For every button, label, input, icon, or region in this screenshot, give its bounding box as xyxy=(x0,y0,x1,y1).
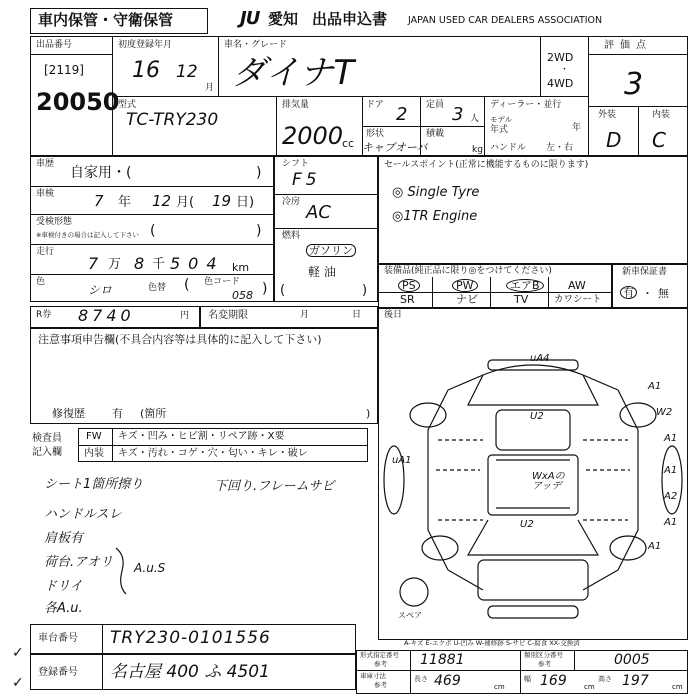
name-change-month: 月 xyxy=(300,310,310,320)
diagram-mark-2: A1 xyxy=(648,381,662,392)
registration-month: 12 xyxy=(176,62,198,82)
plate-check-icon: ✓ xyxy=(12,645,24,661)
warranty-dot: ・ xyxy=(642,287,653,300)
model-value: TC-TRY230 xyxy=(126,110,219,130)
checker-int-label: 内装 xyxy=(84,448,104,459)
handnote-line-6: 各A.u. xyxy=(44,601,83,616)
receipt-open: ( xyxy=(150,223,156,239)
handnote-bracket-icon xyxy=(112,546,132,596)
diagram-mark-6: A1 xyxy=(664,433,678,444)
mileage-sen-unit: 千 xyxy=(152,257,166,272)
length-cm: cm xyxy=(494,683,505,691)
car-name-label: 車名・グレード xyxy=(224,40,288,50)
length-label: 長さ xyxy=(414,675,428,683)
repair-value: 有 xyxy=(112,407,123,420)
checker-fw-items: キズ・凹み・ヒビ割・リペア跡・X要 xyxy=(118,431,285,442)
doors-value: 2 xyxy=(396,104,408,125)
color-code-value: 058 xyxy=(232,289,253,302)
equip-tv: TV xyxy=(514,293,529,306)
handnote-line-3: 肩板有 xyxy=(44,531,84,546)
model-cert-label: 形式指定番号 xyxy=(360,651,399,659)
drive-4wd: 4WD xyxy=(547,77,574,90)
diagram-mark-5: A2 xyxy=(664,491,678,502)
warranty-no: 無 xyxy=(658,287,669,300)
repair-close: ) xyxy=(366,407,371,420)
aircon-value: AC xyxy=(306,202,331,223)
model-year-label2: 年式 xyxy=(490,125,509,135)
checker-fw-label: FW xyxy=(86,431,102,442)
handnote-line-5: ドリイ xyxy=(44,579,83,594)
warranty-label: 新車保証書 xyxy=(622,267,668,277)
notes-label: 注意事項申告欄(不具合内容等は具体的に記入して下さい) xyxy=(38,333,322,346)
equip-ps: PS xyxy=(398,279,420,292)
fuel-close: ) xyxy=(362,283,368,298)
logo-region: 愛知 xyxy=(268,10,299,28)
name-change-day: 日 xyxy=(352,310,362,320)
handle-options: 左・右 xyxy=(546,143,574,153)
diagram-mark-11: A1 xyxy=(664,517,678,528)
receipt-note: ※車検付きの場合は記入して下さい xyxy=(36,231,139,239)
sales-point-1: ◎ Single Tyre xyxy=(392,185,480,200)
model-year-label1: モデル xyxy=(490,115,513,124)
diagram-mark-10: A1 xyxy=(648,541,662,552)
handnote-right-1: 下回り.フレームサビ xyxy=(214,479,335,494)
repair-bracket: (箇所 xyxy=(140,407,167,420)
sales-point-2: ◎1TR Engine xyxy=(392,209,478,224)
drive-dot: ・ xyxy=(560,65,570,75)
color-close: ) xyxy=(262,281,268,297)
shift-label: シフト xyxy=(282,159,310,169)
evaluation-label: 評価点 xyxy=(604,40,652,51)
checker-int-items: キズ・汚れ・コゲ・穴・匂い・キレ・破レ xyxy=(118,448,308,459)
dealer-label: ディーラー・並行 xyxy=(490,100,562,110)
sales-points-label: セールスポイント(正常に機能するものに限ります) xyxy=(384,160,589,170)
diagram-mark-4: uA1 xyxy=(392,455,412,466)
handle-label: ハンドル xyxy=(490,143,527,153)
inspection-year-unit: 年 xyxy=(118,195,132,210)
diagram-mark-1: uA4 xyxy=(530,353,550,364)
storage-label: 車内保管・守衛保管 xyxy=(38,11,174,29)
mileage-label: 走行 xyxy=(36,247,55,257)
aircon-label: 冷房 xyxy=(282,197,301,207)
registration-month-unit: 月 xyxy=(205,83,215,93)
checker-label2: 記入欄 xyxy=(32,447,62,458)
width-cm: cm xyxy=(584,683,595,691)
receipt-close: ) xyxy=(256,223,262,239)
shift-block xyxy=(274,156,378,302)
exterior-grade: D xyxy=(606,128,622,152)
color-open: ( xyxy=(184,277,190,293)
receipt-label: 受検形態 xyxy=(36,217,73,227)
handnote-line-4: 荷台.アオリ xyxy=(44,555,114,570)
equip-airbag: エアB xyxy=(506,279,544,292)
length-value: 469 xyxy=(434,673,461,689)
height-label: 高さ xyxy=(598,675,612,683)
plate-check-icon-2: ✓ xyxy=(12,675,24,691)
mileage-unit: km xyxy=(232,261,250,274)
capacity-label: 定員 xyxy=(426,100,445,110)
exterior-label: 外装 xyxy=(598,110,617,120)
car-name-value: ダイナT xyxy=(232,53,355,93)
history-close: ) xyxy=(256,165,262,181)
registration-label: 初度登録年月 xyxy=(118,40,173,50)
recycle-value: 8740 xyxy=(78,306,135,325)
fuel-open: ( xyxy=(280,283,286,298)
category-value: 0005 xyxy=(614,652,650,668)
fuel-gasoline: ガソリン xyxy=(306,244,356,257)
color-label: 色 xyxy=(36,277,46,287)
model-label: 型式 xyxy=(118,100,137,110)
mileage-sen: 8 xyxy=(134,254,145,273)
color-code-label: 色コード xyxy=(204,277,241,287)
diagram-center-note: WxAの アッデ xyxy=(532,471,565,492)
width-value: 169 xyxy=(540,673,567,689)
registration-year: 16 xyxy=(132,58,160,83)
inspection-label: 車検 xyxy=(36,189,55,199)
chassis-value: TRY230-0101556 xyxy=(110,628,271,648)
handnote-line-1: シート1箇所擦り xyxy=(44,477,144,492)
load-label: 積載 xyxy=(426,129,445,139)
lot-bracket-no: [2119] xyxy=(44,63,84,77)
category-ref: 参考 xyxy=(538,660,551,668)
recycle-label: R券 xyxy=(36,310,52,320)
model-cert-value: 11881 xyxy=(420,652,465,668)
interior-grade: C xyxy=(652,128,666,152)
later-date-label: 後日 xyxy=(384,310,403,320)
category-label: 類別区分番号 xyxy=(524,651,563,659)
fuel-diesel: 軽 油 xyxy=(308,265,336,279)
checker-label1: 検査員 xyxy=(32,433,62,444)
fuel-label: 燃料 xyxy=(282,231,301,241)
height-value: 197 xyxy=(622,673,649,689)
model-year-unit: 年 xyxy=(572,123,582,133)
inspection-year: 7 xyxy=(94,192,104,210)
model-cert-ref: 参考 xyxy=(374,660,387,668)
lot-label: 出品番号 xyxy=(36,40,73,50)
color-value: シロ xyxy=(88,283,113,297)
drive-2wd: 2WD xyxy=(547,51,574,64)
shape-value: キャブオーバ xyxy=(362,141,428,154)
mileage-man: 7 xyxy=(88,254,99,273)
shape-label: 形状 xyxy=(366,129,385,139)
evaluation-score: 3 xyxy=(624,67,644,102)
association-name: JAPAN USED CAR DEALERS ASSOCIATION xyxy=(408,15,603,26)
repair-label: 修復歴 xyxy=(52,407,85,420)
interior-label: 内装 xyxy=(652,110,671,120)
inspection-month: 12 xyxy=(152,192,172,210)
inspection-month-unit: 月( xyxy=(176,195,195,210)
equip-navi: ナビ xyxy=(456,293,478,306)
equipment-label: 装備品(純正品に限り◎をつけてください) xyxy=(384,266,552,276)
name-change-label: 名変期限 xyxy=(208,310,248,321)
repaint-label: 色替 xyxy=(148,283,167,293)
diagram-mark-7: U2 xyxy=(530,411,544,422)
displacement-label: 排気量 xyxy=(282,100,310,110)
history-value: 自家用・( xyxy=(70,165,132,181)
damage-legend: A-キズ E-エクボ U-凹み W-補修跡 S-サビ C-腐食 XX-交換済 xyxy=(404,639,580,647)
equip-seat: カワシート xyxy=(554,294,602,305)
diagram-mark-3: A1 xyxy=(664,465,678,476)
warranty-yes: 有 xyxy=(620,286,637,299)
inspection-day: 19 xyxy=(212,192,232,210)
doors-label: ドア xyxy=(366,100,384,110)
width-label: 幅 xyxy=(524,675,531,683)
spare-label: スペア xyxy=(398,611,422,620)
displacement-value: 2000 xyxy=(282,122,344,150)
mileage-rest: 504 xyxy=(170,254,225,273)
equip-pw: PW xyxy=(452,279,478,292)
shift-value: F5 xyxy=(292,170,321,190)
capacity-value: 3 xyxy=(452,104,464,125)
handnote-line-2: ハンドルスレ xyxy=(44,507,122,522)
inspection-day-unit: 日) xyxy=(236,195,255,210)
mileage-man-unit: 万 xyxy=(108,257,122,272)
history-label: 車歴 xyxy=(36,159,55,169)
load-unit: kg xyxy=(472,145,483,155)
displacement-unit: cc xyxy=(342,137,355,150)
equip-sr: SR xyxy=(400,293,415,306)
height-cm: cm xyxy=(672,683,683,691)
plate-label: 登録番号 xyxy=(38,667,78,678)
chassis-label: 車台番号 xyxy=(38,633,78,644)
diagram-mark-8: U2 xyxy=(520,519,534,530)
recycle-unit: 円 xyxy=(180,311,190,321)
diagram-mark-9: W2 xyxy=(656,407,673,418)
lot-number: 20050 xyxy=(36,88,120,116)
capacity-unit: 人 xyxy=(470,114,480,124)
handnote-right-2: A.u.S xyxy=(134,561,166,575)
plate-value: 名古屋 400 ふ 4501 xyxy=(110,662,270,682)
equip-aw: AW xyxy=(568,279,586,292)
dims-label: 車庫寸法 xyxy=(360,672,386,680)
dims-ref: 参考 xyxy=(374,681,387,689)
sheet-title: 出品申込書 xyxy=(312,10,388,28)
ju-logo-icon: JU xyxy=(240,8,260,29)
